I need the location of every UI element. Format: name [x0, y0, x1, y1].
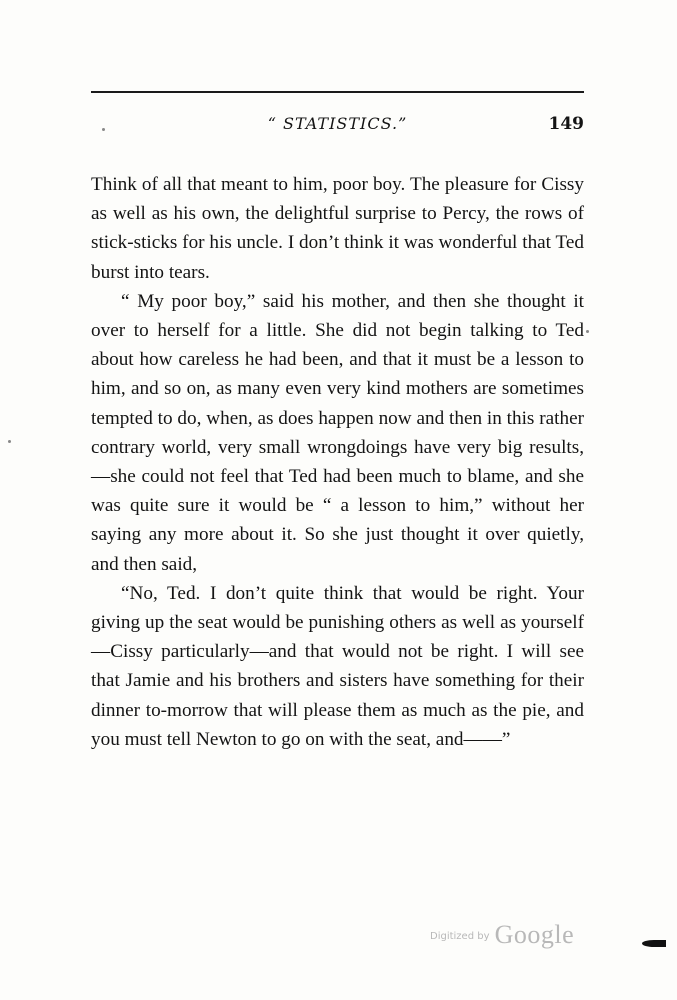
header-rule [91, 91, 584, 93]
page-header [91, 112, 584, 136]
watermark-prefix: Digitized by [430, 931, 490, 942]
page-number: 149 [548, 114, 584, 134]
speck [102, 128, 105, 131]
speck [586, 330, 589, 333]
speck [8, 440, 11, 443]
paragraph-1: Think of all that meant to him, poor boy. The pleasure for Cissy as well as his own, the delightful surprise to Percy, the rows of stick-sticks for his uncle. I don’t think it was wonderful that Ted burst into tears. [91, 174, 584, 283]
body-text [91, 170, 584, 754]
edge-mark [642, 940, 666, 947]
watermark-brand: Google [494, 920, 575, 949]
digitized-watermark [430, 920, 574, 950]
paragraph-3: “No, Ted. I don’t quite think that would be right. Your giving up the seat would be punishing others as well as yourself—Cissy particularly—and that would not be right. I will see that Jamie and his brothers and sisters have something for their dinner to-morrow that will please them as much as the pie, and you must tell Newton to go on with the seat, and——” [91, 582, 584, 750]
paragraph-2: “ My poor boy,” said his mother, and then she thought it over to herself for a little. She did not begin talking to Ted about how careless he had been, and that it must be a lesson to him, and so on, as many even very kind mothers are sometimes tempted to do, when, as does happen now and then in this rather contrary world, very small wrongdoings have very big results,—she could not feel that Ted had been much to blame, and she was quite sure it would be “ a lesson to him,” without her saying any more about it. So she just thought it over quietly, and then said, [91, 290, 584, 575]
running-title: “ STATISTICS.” [267, 114, 408, 133]
